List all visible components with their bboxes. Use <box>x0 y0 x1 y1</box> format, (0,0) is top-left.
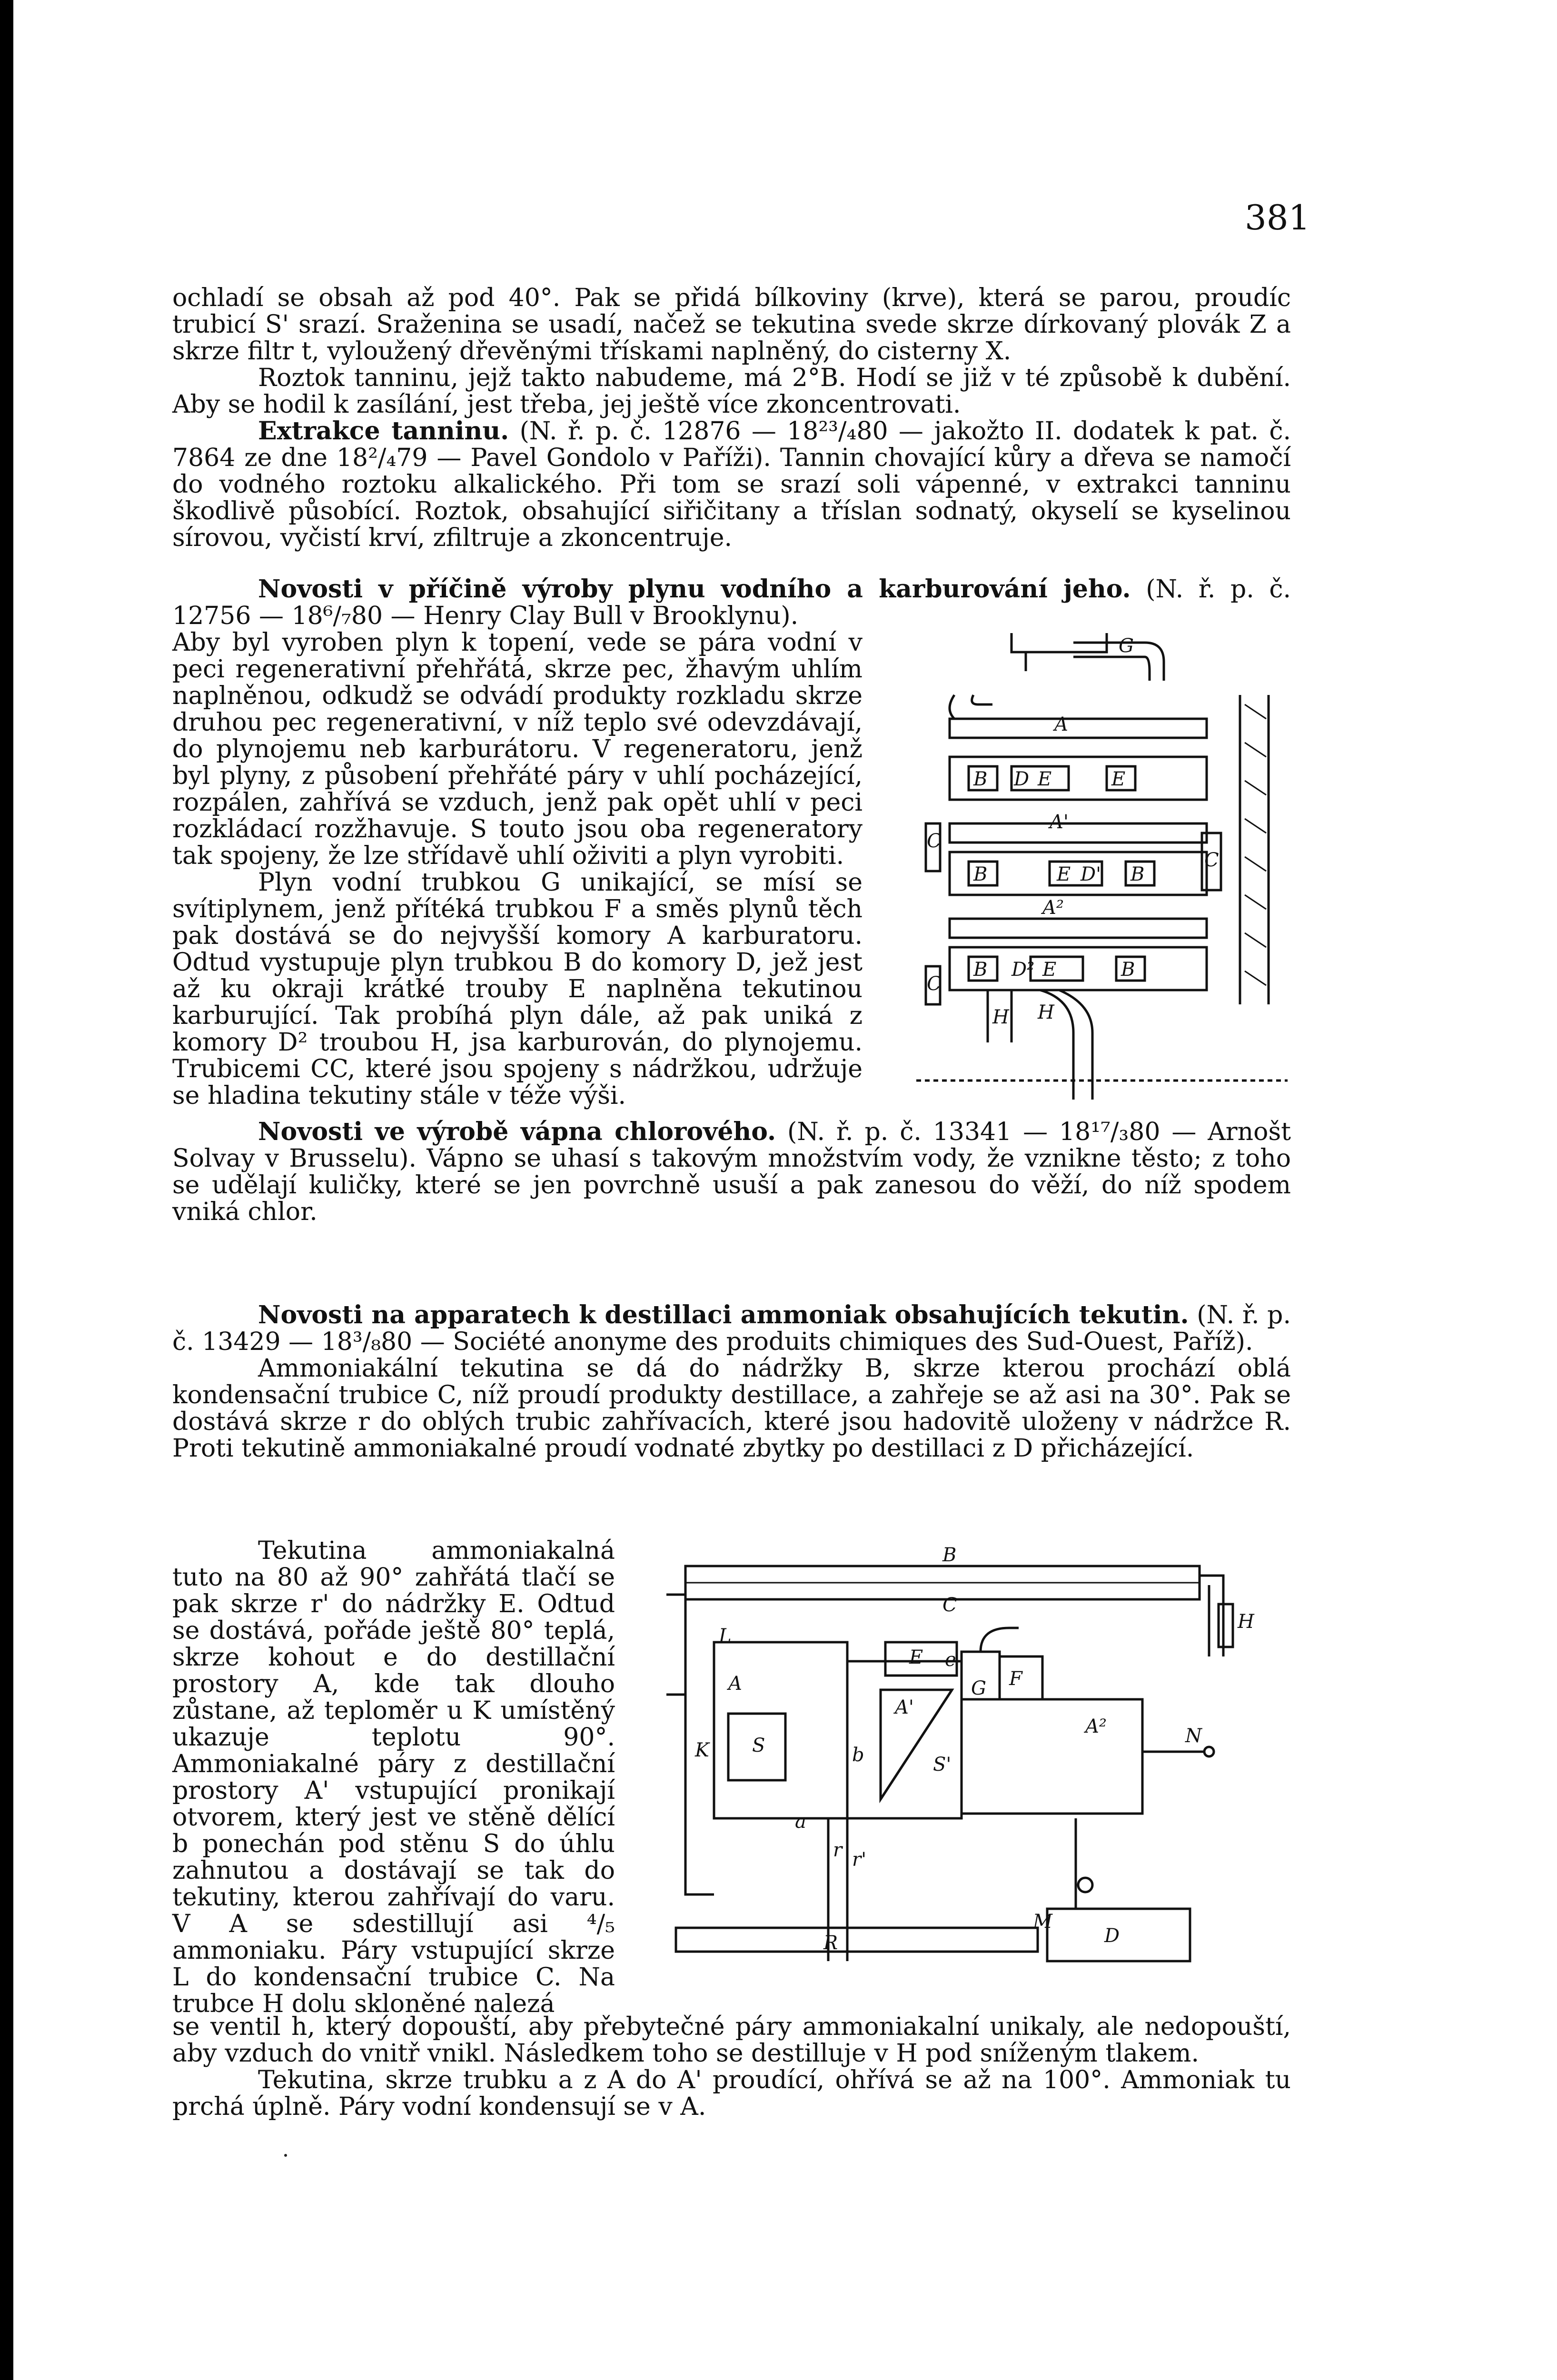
figure-carburetor <box>916 624 1288 1100</box>
section-vapno <box>172 1119 1291 1225</box>
top-text-block <box>172 285 1291 551</box>
section-extrakce-tanninu <box>172 418 1291 551</box>
fig2-label: S' <box>933 1754 952 1775</box>
fig2-label: C <box>942 1594 957 1616</box>
section-text: se ventil h, který dopouští, aby přebytečné páry ammoniakalní unikaly, ale nedopouští, aby vzduch do vnitř vnikl. Následkem toho se destilluje v H pod sníženým tlakem. <box>172 2013 1291 2068</box>
section-vapno-block <box>172 1119 1291 1225</box>
fig1-label: D <box>1014 768 1030 790</box>
fig2-label: R <box>823 1932 838 1954</box>
fig2-label: S <box>752 1735 765 1756</box>
section-text: Ammoniakální tekutina se dá do nádržky B, skrze kterou prochází oblá kondensační trubice C, níž proudí produkty destillace, a zahřeje se až asi na 30°. Pak se dostává skrze r do oblých trubic zahřívacích, které jsou hadovitě uloženy v nádržce R. Proti tekutině ammoniakalné proudí vodnaté zbytky po destillaci z D přicházející. <box>172 1354 1291 1463</box>
section-text: Tekutina, skrze trubku a z A do A' proudící, ohřívá se až na 100°. Ammoniak tu prchá úplně. Páry vodní kondensují se v A. <box>172 2066 1291 2121</box>
fig1-label: B <box>973 863 988 885</box>
fig1-label: D' <box>1081 863 1101 885</box>
section-intro: (N. ř. p. č. 12756 — 18⁶/₇80 — Henry Clay Bull v Brooklynu). <box>172 575 1291 630</box>
fig1-label: A² <box>1042 897 1064 919</box>
distillation-diagram <box>657 1533 1285 1985</box>
scan-edge <box>0 0 13 2380</box>
paragraph-continuation: ochladí se obsah až pod 40°. Pak se přidá bílkoviny (krve), která se parou, proudíc trubicí S' srazí. Sraženina se usadí, načež se tekutina svede skrze dírkovaný plovák Z a skrze filtr t, vyloužený dřevěnými třískami naplněný, do cisterny X. <box>172 284 1291 366</box>
fig2-label: A' <box>895 1696 914 1718</box>
fig1-label: E <box>1057 863 1071 885</box>
section-text: Aby byl vyroben plyn k topení, vede se pára vodní v peci regenerativní přehřátá, skrze pec, žhavým uhlím naplněnou, odkudž se odvádí produkty rozkladu skrze druhou pec regenerativní, v níž teplo své odevzdávají, do plynojemu neb karburátoru. V regeneratoru, jenž byl plyny, z působení přehřáté páry v uhlí pocházející, rozpálen, zahřívá se vzduch, jenž pak opět uhlí v peci rozkládací rozžhavuje. S touto jsou oba regeneratory tak spojeny, že lze střídavě uhlí oživiti a plyn vyrobiti. <box>172 628 863 870</box>
section-text: Plyn vodní trubkou G unikající, se mísí se svítiplynem, jenž přítéká trubkou F a směs plynů těch pak dostává se do nejvyšší komory A karburatoru. Odtud vystupuje plyn trubkou B do komory D, jež jest až ku okraji krátké trouby E naplněna tekutinou karburující. Tak probíhá plyn dále, až pak uniká z komory D² troubou H, jsa karburován, do plynojemu. Trubicemi CC, které jsou spojeny s nádržkou, udržuje se hladina tekutiny stále v téže výši. <box>172 868 863 1110</box>
fig2-label: r <box>833 1839 843 1861</box>
fig1-label: G <box>1119 635 1134 657</box>
fig2-label: b <box>852 1744 864 1766</box>
section-text: (N. ř. p. č. 13341 — 18¹⁷/₃80 — Arnošt Solvay v Brusselu). Vápno se uhasí s takovým množstvím vody, že vznikne těsto; z toho se udělají kuličky, které se jen povrchně usuší a pak zanesou do věží, do níž spodem vniká chlor. <box>172 1118 1291 1226</box>
section-plyn-column <box>172 629 863 1109</box>
section-ammoniak-column <box>172 1537 615 2017</box>
fig1-label: B <box>1131 863 1145 885</box>
fig2-label: A <box>728 1673 742 1695</box>
fig2-label: r' <box>852 1849 867 1871</box>
section-plyn-heading-line <box>172 576 1291 629</box>
paragraph-tannin-solution: Roztok tanninu, jejž takto nabudeme, má 2°B. Hodí se již v té způsobě k dubění. Aby se hodil k zasílání, jest třeba, jej ještě více zkoncentrovati. <box>172 364 1291 419</box>
fig1-label: B <box>1121 959 1135 981</box>
carburetor-diagram <box>916 624 1288 1100</box>
fig2-label: H <box>1238 1611 1254 1633</box>
section-text: Tekutina ammoniakalná tuto na 80 až 90° zahřátá tlačí se pak skrze r' do nádržky E. Odtud se dostává, pořáde ještě 80° teplá, skrze kohout e do destillační prostory A, kde tak dlouho zůstane, až teploměr u K umístěný ukazuje teplotu 90°. Ammoniakalné páry z destillační prostory A' vstupující pronikají otvorem, který jest ve stěně dělící b ponechán pod stěnu S do úhlu zahnutou a dostávají se tak do tekutiny, kterou zahřívají do varu. V A se sdestillují asi ⁴/₅ ammoniaku. Páry vstupující skrze L do kondensační trubice C. Na trubce H dolu skloněné nalezá <box>172 1537 615 2018</box>
section-ammoniak-heading-line <box>172 1302 1291 1355</box>
fig2-label: a <box>795 1811 806 1833</box>
section-text: (N. ř. p. č. 12876 — 18²³/₄80 — jakožto II. dodatek k pat. č. 7864 ze dne 18²/₄79 — Pavel Gondolo v Paříži). Tannin chovající kůry a dřeva se namočí do vodného roztoku alkalického. Při tom se srazí soli vápenné, v extrakci tanninu škodlivě působící. Roztok, obsahující siřičitany a tříslan sodnatý, okyselí se kyselinou sírovou, vyčistí krví, zfiltruje a zkoncentruje. <box>172 417 1291 552</box>
section-heading: Extrakce tanninu. <box>258 416 509 446</box>
fig2-label: A² <box>1085 1716 1107 1737</box>
page-number: 381 <box>1245 198 1310 238</box>
section-heading: Novosti na apparatech k destillaci ammoniak obsahujících tekutin. <box>258 1300 1189 1329</box>
fig1-label: A' <box>1050 811 1069 833</box>
section-intro: (N. ř. p. č. 13429 — 18³/₈80 — Société anonyme des produits chimiques des Sud-Ouest, Paříž). <box>172 1301 1291 1356</box>
fig2-label: N <box>1185 1725 1202 1747</box>
fig2-label: e <box>945 1649 956 1671</box>
fig2-label: G <box>971 1677 986 1699</box>
fig1-label: C <box>927 830 942 852</box>
fig1-label: E <box>1042 959 1057 981</box>
fig1-label: E <box>1038 768 1052 790</box>
fig2-label: D <box>1104 1925 1120 1947</box>
fig1-label: H <box>992 1006 1009 1028</box>
print-speck <box>284 2154 287 2157</box>
fig1-label: H <box>1038 1002 1054 1023</box>
fig1-label: D² <box>1012 959 1035 981</box>
section-heading: Novosti ve výrobě vápna chlorového. <box>258 1117 776 1146</box>
fig1-label: B <box>973 768 988 790</box>
section-heading: Novosti v příčině výroby plynu vodního a karburování jeho. <box>258 575 1131 604</box>
section-plyn-heading-block <box>172 576 1291 629</box>
fig2-label: M <box>1033 1911 1052 1933</box>
fig1-label: B <box>973 959 988 981</box>
section-ammoniak-block <box>172 1302 1291 1462</box>
fig1-label: C <box>1204 849 1219 871</box>
fig2-label: E <box>909 1646 923 1668</box>
fig2-label: L <box>719 1625 732 1647</box>
fig2-label: F <box>1009 1668 1022 1690</box>
bottom-text-block <box>172 2013 1291 2120</box>
fig1-label: A <box>1054 714 1068 735</box>
fig2-label: B <box>942 1544 957 1566</box>
fig2-label: K <box>695 1739 709 1761</box>
fig1-label: E <box>1111 768 1126 790</box>
fig1-label: C <box>927 973 942 995</box>
figure-distillation <box>657 1533 1285 1985</box>
